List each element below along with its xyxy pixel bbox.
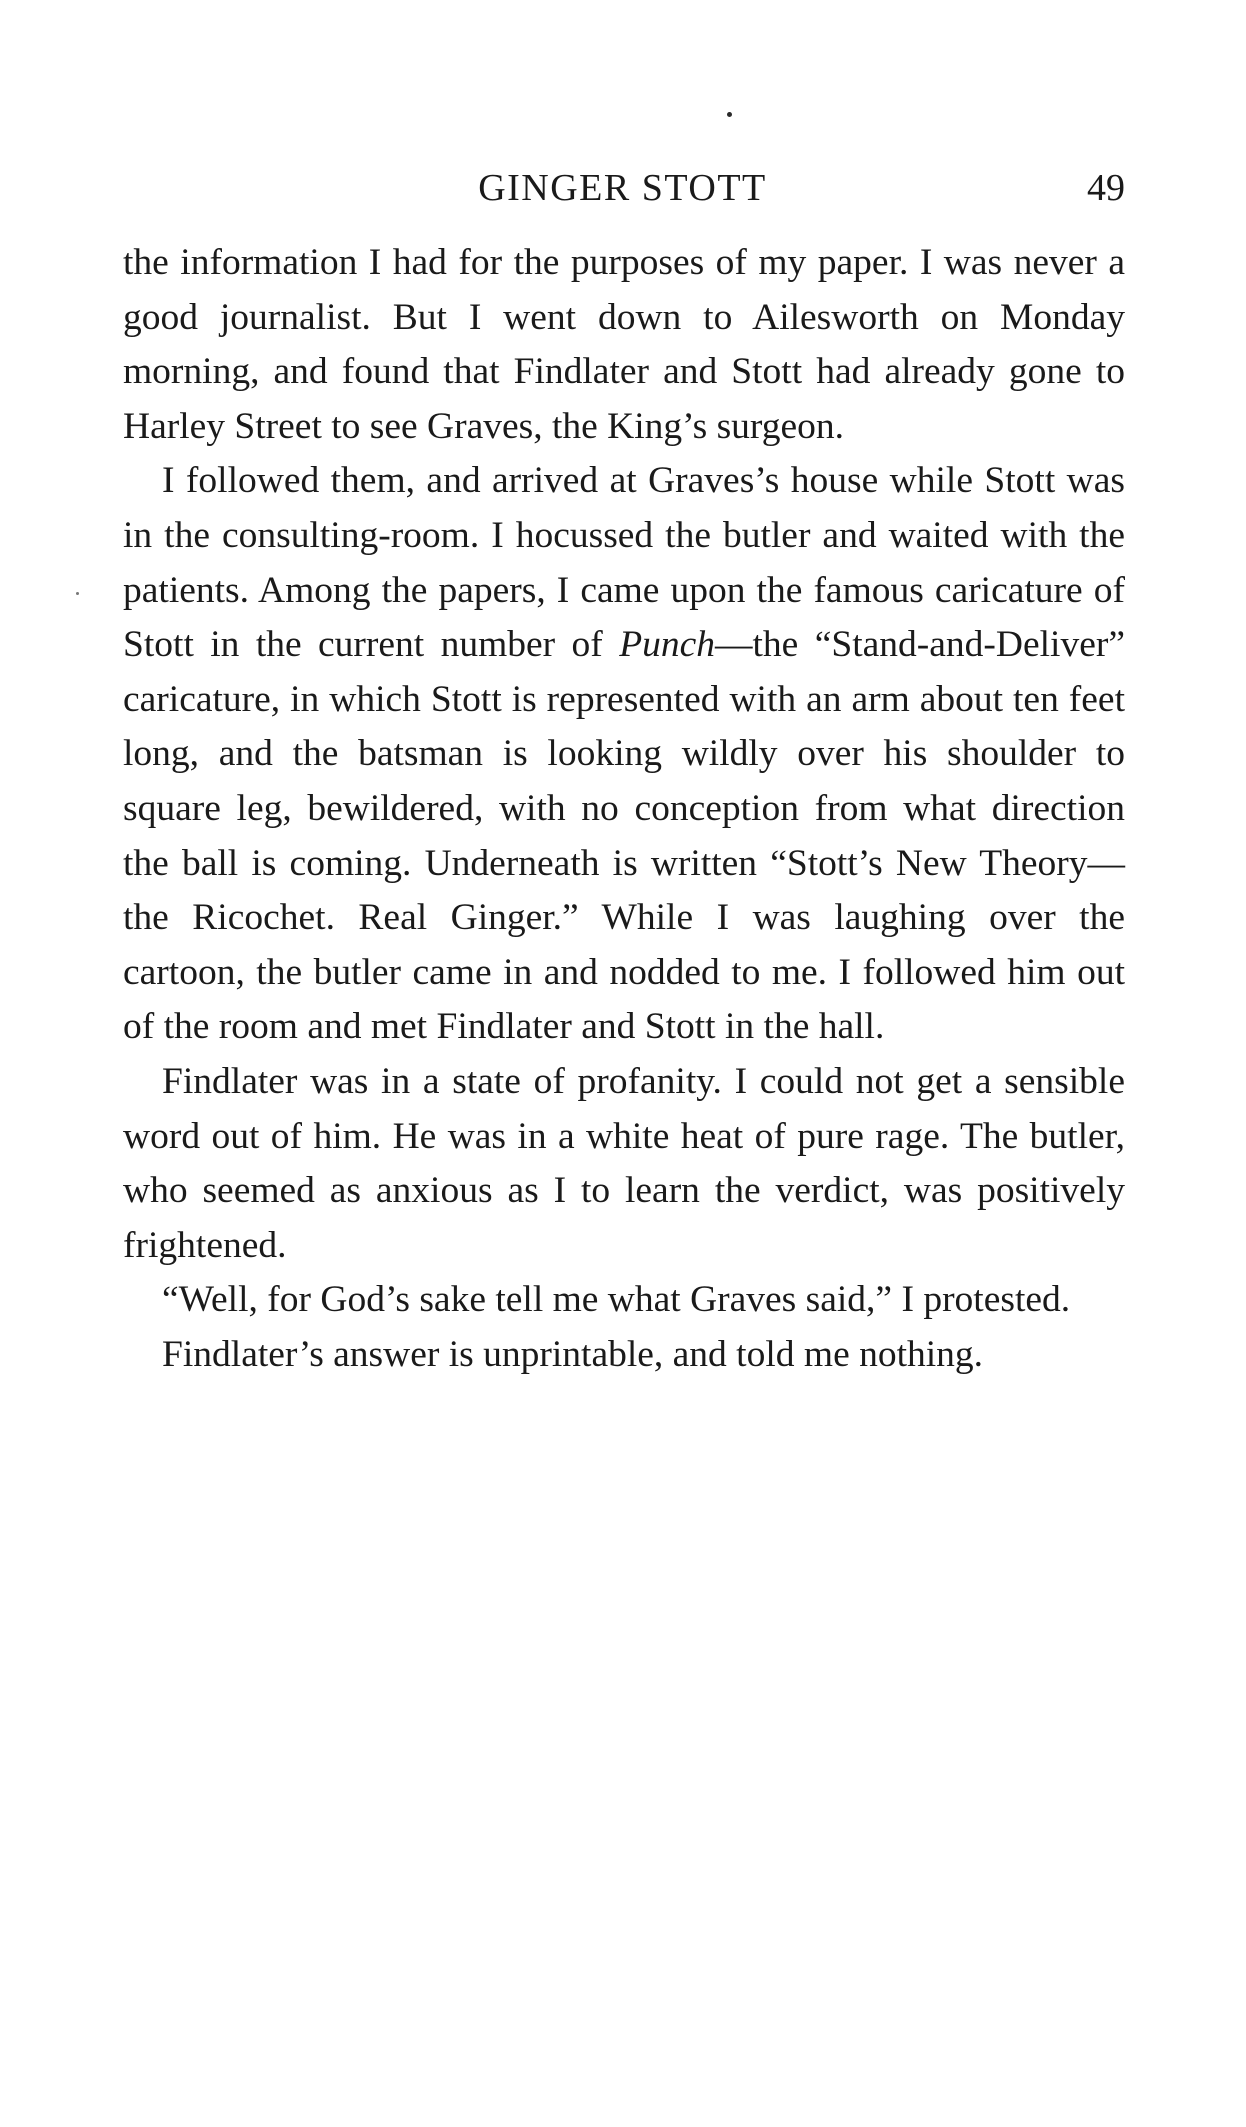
paragraph-1 (123, 236, 1125, 454)
paragraph-text: I followed them, and arrived at Graves’s house while Stott was in the consulting-room. I hocussed the butler and waited with the patients. Among the papers, I came upon the famous caricature of Stott in the current number of (123, 460, 1125, 666)
paragraph-3 (123, 1055, 1125, 1273)
italic-title: Punch (619, 624, 715, 666)
paragraph-5 (123, 1328, 1125, 1383)
paragraph-2 (123, 454, 1125, 1055)
body-text (123, 236, 1125, 1382)
paragraph-text: Findlater’s answer is unprintable, and told me nothing. (162, 1333, 984, 1375)
page-header (120, 158, 1125, 218)
print-speck (727, 112, 732, 117)
paragraph-text: the information I had for the purposes of my paper. I was never a good journalist. But I went down to Ailesworth on Monday morning, and found that Findlater and Stott had already gone to Harley Street to see Graves, the King’s surgeon. (123, 242, 1125, 447)
paragraph-text: “Well, for God’s sake tell me what Graves said,” I protested. (162, 1279, 1071, 1321)
paragraph-4 (123, 1273, 1125, 1328)
paragraph-text: —the “Stand-and-Deliver” caricature, in which Stott is represented with an arm about ten feet long, and the batsman is looking wildly over his shoulder to square leg, bewildered, with no conception from what direction the ball is coming. Underneath is written “Stott’s New Theory—the Ricochet. Real Ginger.” While I was laughing over the cartoon, the butler came in and nodded to me. I followed him out of the room and met Findlater and Stott in the hall. (123, 624, 1125, 1048)
running-head: GINGER STOTT (478, 167, 767, 209)
paragraph-text: Findlater was in a state of profanity. I could not get a sensible word out of him. He was in a white heat of pure rage. The butler, who seemed as anxious as I to learn the verdict, was positively frightened. (123, 1060, 1125, 1266)
page-number: 49 (1087, 167, 1125, 209)
print-speck (76, 592, 79, 595)
